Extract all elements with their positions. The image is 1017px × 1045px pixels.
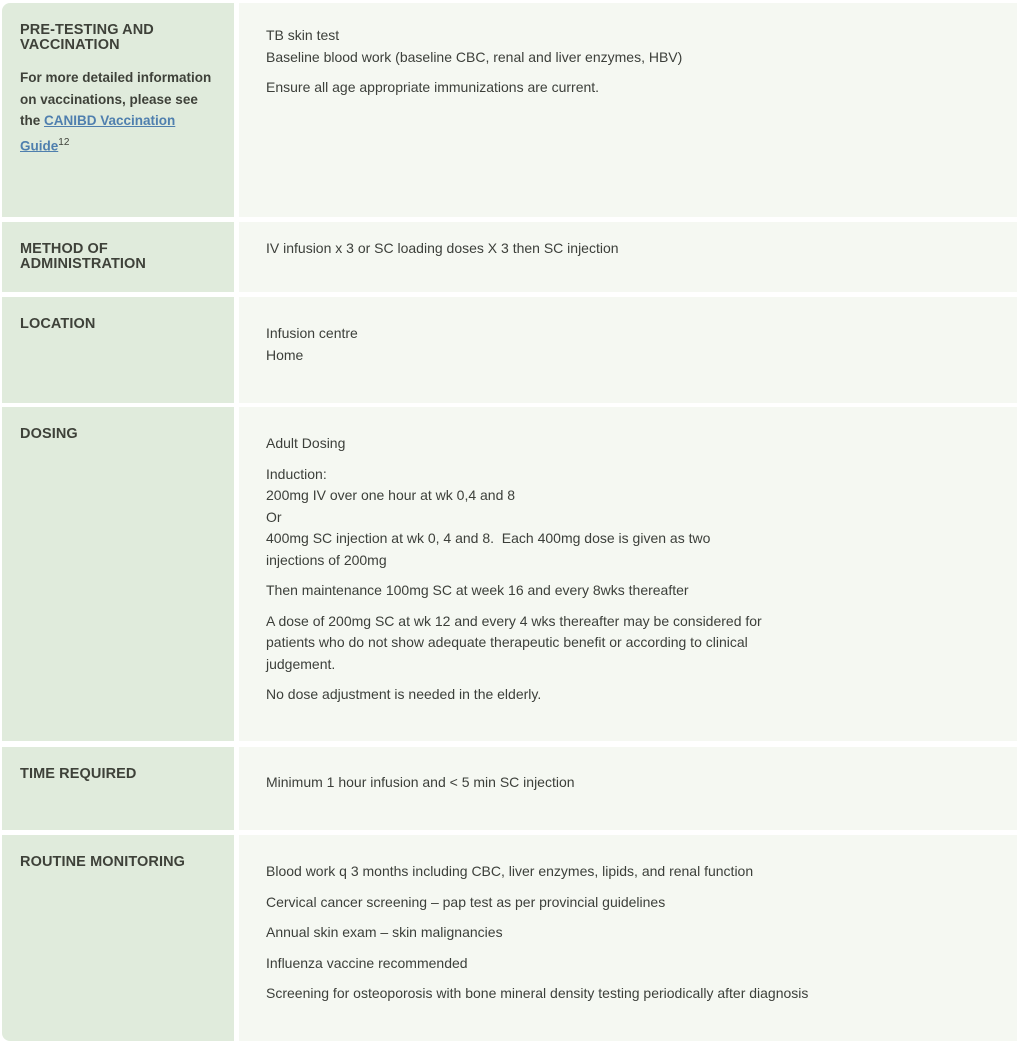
content-line: Cervical cancer screening – pap test as per provincial guidelines — [266, 893, 666, 910]
content-line: 400mg SC injection at wk 0, 4 and 8. Each 400mg dose is given as two — [266, 530, 711, 546]
row-label-location: LOCATION — [20, 316, 96, 332]
content-line: judgement. — [266, 655, 336, 672]
content-line: Screening for osteoporosis with bone mineral density testing periodically after diagnosis — [266, 985, 809, 1001]
content-line: Induction: — [266, 465, 327, 482]
content-cell-time — [239, 747, 1017, 830]
content-cell-dosing — [239, 407, 1017, 741]
row-label-time: TIME REQUIRED — [20, 766, 137, 782]
dosing-heading: Adult Dosing — [266, 435, 346, 451]
content-cell-monitoring — [239, 835, 1017, 1041]
row-method-of-administration — [2, 222, 1017, 292]
content-line: Home — [266, 346, 304, 363]
vaccination-note-text: For more detailed information on vaccinations, please see the — [20, 70, 212, 128]
content-cell-pre-testing — [239, 3, 1017, 217]
content-line: Baseline blood work (baseline CBC, renal and liver enzymes, HBV) — [266, 48, 683, 65]
content-line: IV infusion x 3 or SC loading doses X 3 then SC injection — [266, 240, 619, 256]
content-line: Influenza vaccine recommended — [266, 954, 468, 971]
label-cell-time — [2, 747, 234, 830]
row-label-dosing: DOSING — [20, 426, 78, 442]
label-cell-dosing — [2, 407, 234, 741]
row-dosing — [2, 407, 1017, 741]
content-line: Or — [266, 508, 282, 525]
vaccination-note — [20, 67, 216, 157]
row-location — [2, 297, 1017, 403]
row-time-required — [2, 747, 1017, 830]
label-cell-method — [2, 222, 234, 292]
row-label-pre-testing: PRE-TESTING AND VACCINATION — [20, 22, 154, 53]
canibd-vaccination-guide-link[interactable]: CANIBD Vaccination Guide — [20, 113, 176, 153]
row-routine-monitoring — [2, 835, 1017, 1041]
content-line: Minimum 1 hour infusion and < 5 min SC injection — [266, 774, 575, 790]
content-line: Infusion centre — [266, 325, 358, 341]
content-line: Ensure all age appropriate immunizations are current. — [266, 79, 600, 95]
content-line: Annual skin exam – skin malignancies — [266, 924, 503, 940]
label-cell-pre-testing — [2, 3, 234, 217]
content-line: Blood work q 3 months including CBC, liver enzymes, lipids, and renal function — [266, 863, 754, 879]
content-cell-method — [239, 222, 1017, 292]
row-pre-testing — [2, 3, 1017, 217]
row-label-monitoring: ROUTINE MONITORING — [20, 854, 186, 870]
content-line: Then maintenance 100mg SC at week 16 and every 8wks thereafter — [266, 582, 689, 598]
content-cell-location — [239, 297, 1017, 403]
content-line: 200mg IV over one hour at wk 0,4 and 8 — [266, 487, 516, 503]
content-line: No dose adjustment is needed in the elderly. — [266, 686, 542, 702]
content-line: injections of 200mg — [266, 551, 387, 568]
label-cell-monitoring — [2, 835, 234, 1041]
content-line: patients who do not show adequate therapeutic benefit or according to clinical — [266, 634, 748, 650]
label-cell-location — [2, 297, 234, 403]
content-line: A dose of 200mg SC at wk 12 and every 4 wks thereafter may be considered for — [266, 612, 762, 629]
reference-superscript: 12 — [58, 136, 70, 148]
content-line: TB skin test — [266, 27, 340, 43]
row-label-method: METHOD OF ADMINISTRATION — [20, 241, 146, 272]
